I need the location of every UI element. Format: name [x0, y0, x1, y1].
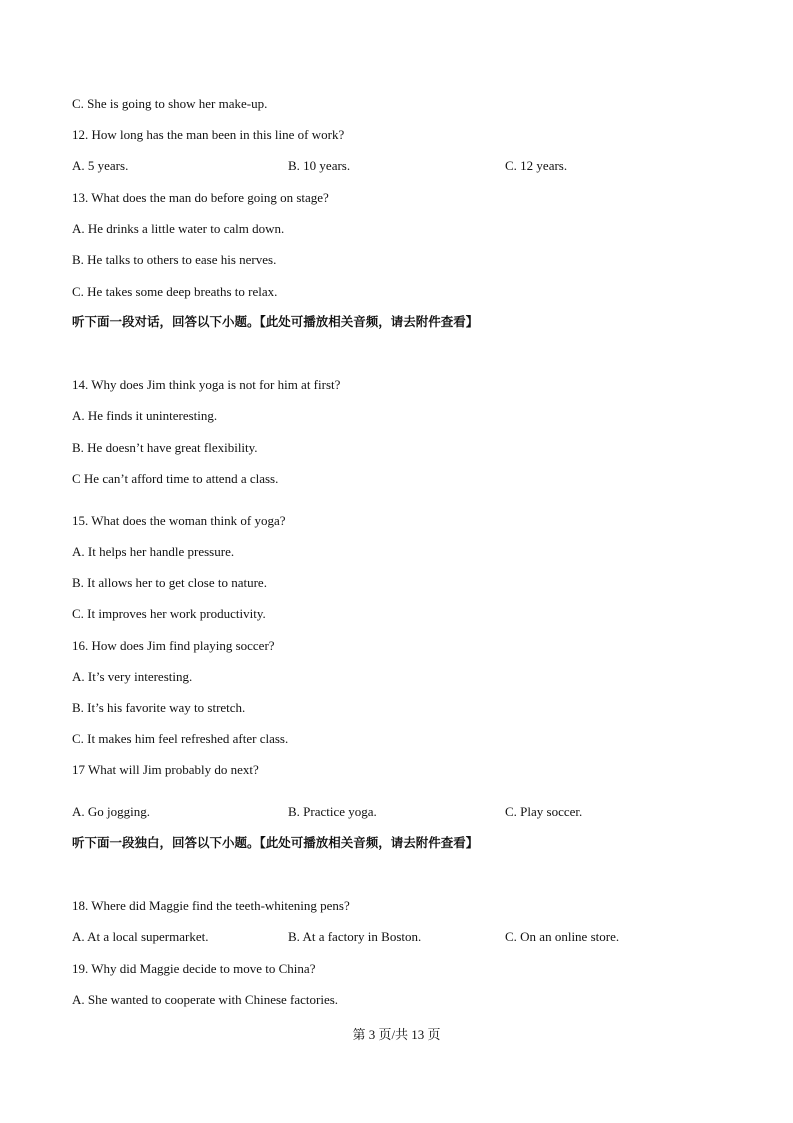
q13-option-b: B. He talks to others to ease his nerves.: [72, 252, 277, 267]
q17-option-c: C. Play soccer.: [505, 804, 583, 819]
q16-option-a: A. It’s very interesting.: [72, 669, 193, 684]
q18-option-c: C. On an online store.: [505, 929, 620, 944]
section-heading-dialogue: 听下面一段对话，回答以下小题。【此处可播放相关音频，请去附件查看】: [72, 314, 479, 329]
q17-option-a: A. Go jogging.: [72, 804, 150, 819]
q12-option-a: A. 5 years.: [72, 158, 129, 173]
q12-option-b: B. 10 years.: [288, 158, 351, 173]
q14-option-a: A. He finds it uninteresting.: [72, 408, 218, 423]
q17-options: [0, 804, 793, 820]
q14-option-c: C He can’t afford time to attend a class.: [72, 471, 279, 486]
q15-option-b: B. It allows her to get close to nature.: [72, 575, 267, 590]
q14-question: 14. Why does Jim think yoga is not for him at first?: [72, 377, 341, 392]
q16-question: 16. How does Jim find playing soccer?: [72, 638, 275, 653]
q17-question: 17 What will Jim probably do next?: [72, 762, 259, 777]
q18-question: 18. Where did Maggie find the teeth-whitening pens?: [72, 898, 350, 913]
q11-option-c: C. She is going to show her make-up.: [72, 96, 268, 111]
q18-option-a: A. At a local supermarket.: [72, 929, 209, 944]
page-footer: 第 3 页/共 13 页: [352, 1027, 441, 1042]
q16-option-c: C. It makes him feel refreshed after class.: [72, 731, 289, 746]
q12-option-c: C. 12 years.: [505, 158, 568, 173]
q13-option-a: A. He drinks a little water to calm down.: [72, 221, 285, 236]
q13-question: 13. What does the man do before going on stage?: [72, 190, 329, 205]
q12-options: [0, 158, 793, 174]
q13-option-c: C. He takes some deep breaths to relax.: [72, 284, 278, 299]
q12-question: 12. How long has the man been in this line of work?: [72, 127, 345, 142]
q18-options: [0, 929, 793, 945]
q18-option-b: B. At a factory in Boston.: [288, 929, 422, 944]
q19-question: 19. Why did Maggie decide to move to China?: [72, 961, 316, 976]
q14-option-b: B. He doesn’t have great flexibility.: [72, 440, 258, 455]
q17-option-b: B. Practice yoga.: [288, 804, 377, 819]
q16-option-b: B. It’s his favorite way to stretch.: [72, 700, 246, 715]
q15-option-a: A. It helps her handle pressure.: [72, 544, 235, 559]
q19-option-a: A. She wanted to cooperate with Chinese factories.: [72, 992, 339, 1007]
section-heading-monologue: 听下面一段独白，回答以下小题。【此处可播放相关音频，请去附件查看】: [72, 835, 479, 850]
q15-option-c: C. It improves her work productivity.: [72, 606, 266, 621]
q15-question: 15. What does the woman think of yoga?: [72, 513, 286, 528]
